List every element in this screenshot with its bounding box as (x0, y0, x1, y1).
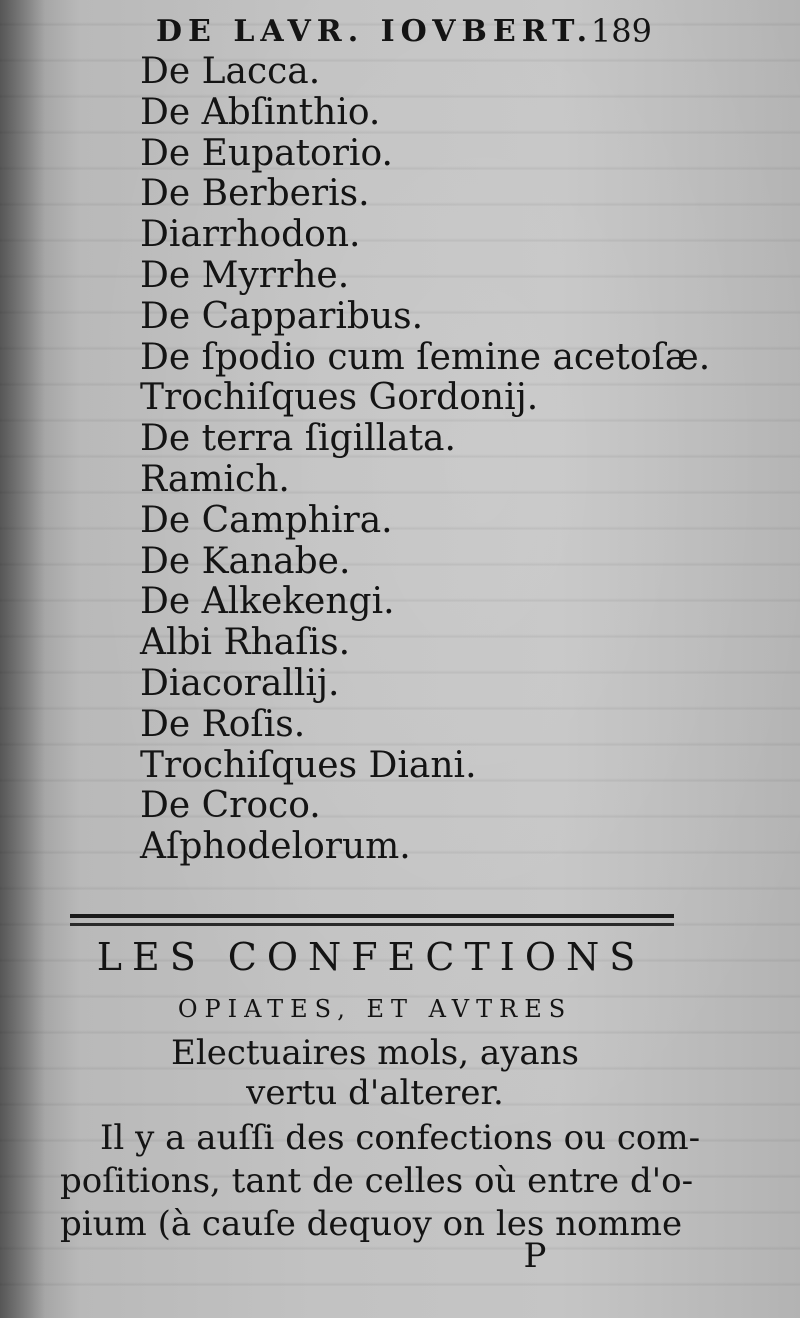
list-item: Albi Rhaſis. (140, 622, 351, 664)
list-item: De Camphira. (140, 499, 393, 541)
body-line: pium (à cauſe dequoy on les nomme (60, 1204, 683, 1244)
section-subtitle: OPIATES, ET AVTRES (177, 995, 573, 1023)
list-item: De Kanabe. (140, 540, 351, 582)
list-item: Trochiſques Gordonij. (140, 377, 539, 419)
body-line: Il y a auſſi des confections ou com- (100, 1118, 701, 1158)
list-item: De terra ſigillata. (140, 418, 456, 460)
list-item: De Capparibus. (140, 295, 424, 337)
section-divider (70, 914, 674, 926)
page-number: 189 (590, 12, 652, 50)
gutter-shadow (0, 0, 45, 1318)
list-item: De Berberis. (140, 173, 370, 215)
list-item: De Eupatorio. (140, 132, 393, 174)
list-item: Diarrhodon. (140, 214, 361, 256)
body-paragraph (60, 1117, 701, 1246)
list-item: De Abſinthio. (140, 91, 381, 133)
list-item: De Alkekengi. (140, 581, 395, 623)
list-item: Trochiſques Diani. (140, 744, 477, 786)
list-item: De Myrrhe. (140, 254, 350, 296)
list-item: De Croco. (140, 785, 321, 827)
running-head-title: DE LAVR. IOVBERT. (156, 14, 594, 49)
list-item: Diacorallij. (140, 662, 340, 704)
list-item: De ſpodio cum ſemine acetoſæ. (140, 336, 711, 378)
section-heading-line: vertu d'alterer. (246, 1073, 504, 1113)
list-item: Aſphodelorum. (140, 826, 411, 868)
signature-mark: P (523, 1236, 547, 1276)
running-head (140, 10, 680, 50)
body-line: poſitions, tant de celles où entre d'o- (60, 1161, 694, 1201)
section-heading-line: Electuaires mols, ayans (171, 1033, 579, 1073)
list-item: De Roſis. (140, 703, 306, 745)
list-item: De Lacca. (140, 51, 321, 92)
remedy-list (140, 51, 711, 868)
section-title: LES CONFECTIONS (96, 935, 646, 979)
list-item: Ramich. (140, 458, 290, 500)
